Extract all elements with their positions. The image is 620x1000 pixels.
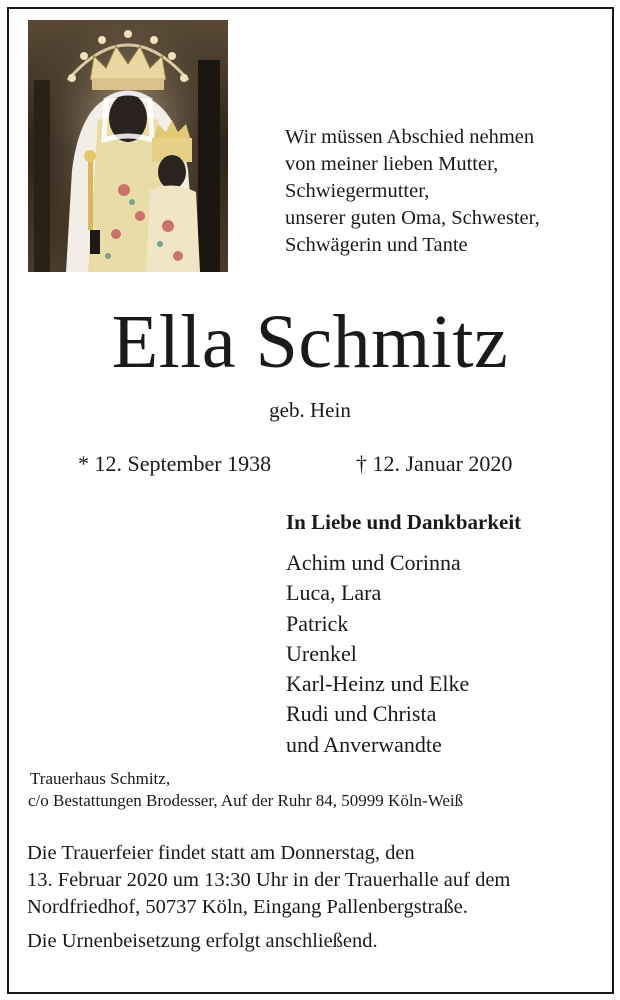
deceased-name: Ella Schmitz [111,300,509,384]
ceremony-line: 13. Februar 2020 um 13:30 Uhr in der Trauerhalle auf dem [27,869,511,891]
mourner-name: Karl-Heinz und Elke [286,671,470,697]
madonna-photo [28,20,228,272]
intro-text [285,124,605,259]
intro-line: Schwiegermutter, [285,180,430,202]
birth-date: * 12. September 1938 [78,451,272,476]
mourner-name: Patrick [286,610,349,636]
ceremony-line: Die Trauerfeier findet statt am Donnerstag, den [27,842,415,864]
urn-burial-note: Die Urnenbeisetzung erfolgt anschließend. [27,930,378,952]
intro-line: von meiner lieben Mutter, [285,153,499,175]
mourner-name: Urenkel [286,640,357,666]
death-date: † 12. Januar 2020 [356,451,513,476]
house-line: c/o Bestattungen Brodesser, Auf der Ruhr 84, 50999 Köln-Weiß [28,791,464,810]
intro-line: Wir müssen Abschied nehmen [285,126,535,148]
madonna-illustration [28,20,228,272]
mourner-name: und Anverwandte [286,731,442,757]
house-line: Trauerhaus Schmitz, [30,769,171,788]
ceremony-notice [27,840,597,921]
mourners-heading: In Liebe und Dankbarkeit [286,510,522,534]
intro-line: unserer guten Oma, Schwester, [285,207,540,229]
mourner-name: Luca, Lara [286,580,382,606]
intro-line: Schwägerin und Tante [285,234,468,256]
mourner-name: Achim und Corinna [286,550,461,575]
mourners-list [286,508,606,760]
mourning-house-address [30,768,463,812]
maiden-name: geb. Hein [269,398,351,422]
ceremony-line: Nordfriedhof, 50737 Köln, Eingang Pallenbergstraße. [27,896,468,918]
mourner-name: Rudi und Christa [286,701,437,727]
